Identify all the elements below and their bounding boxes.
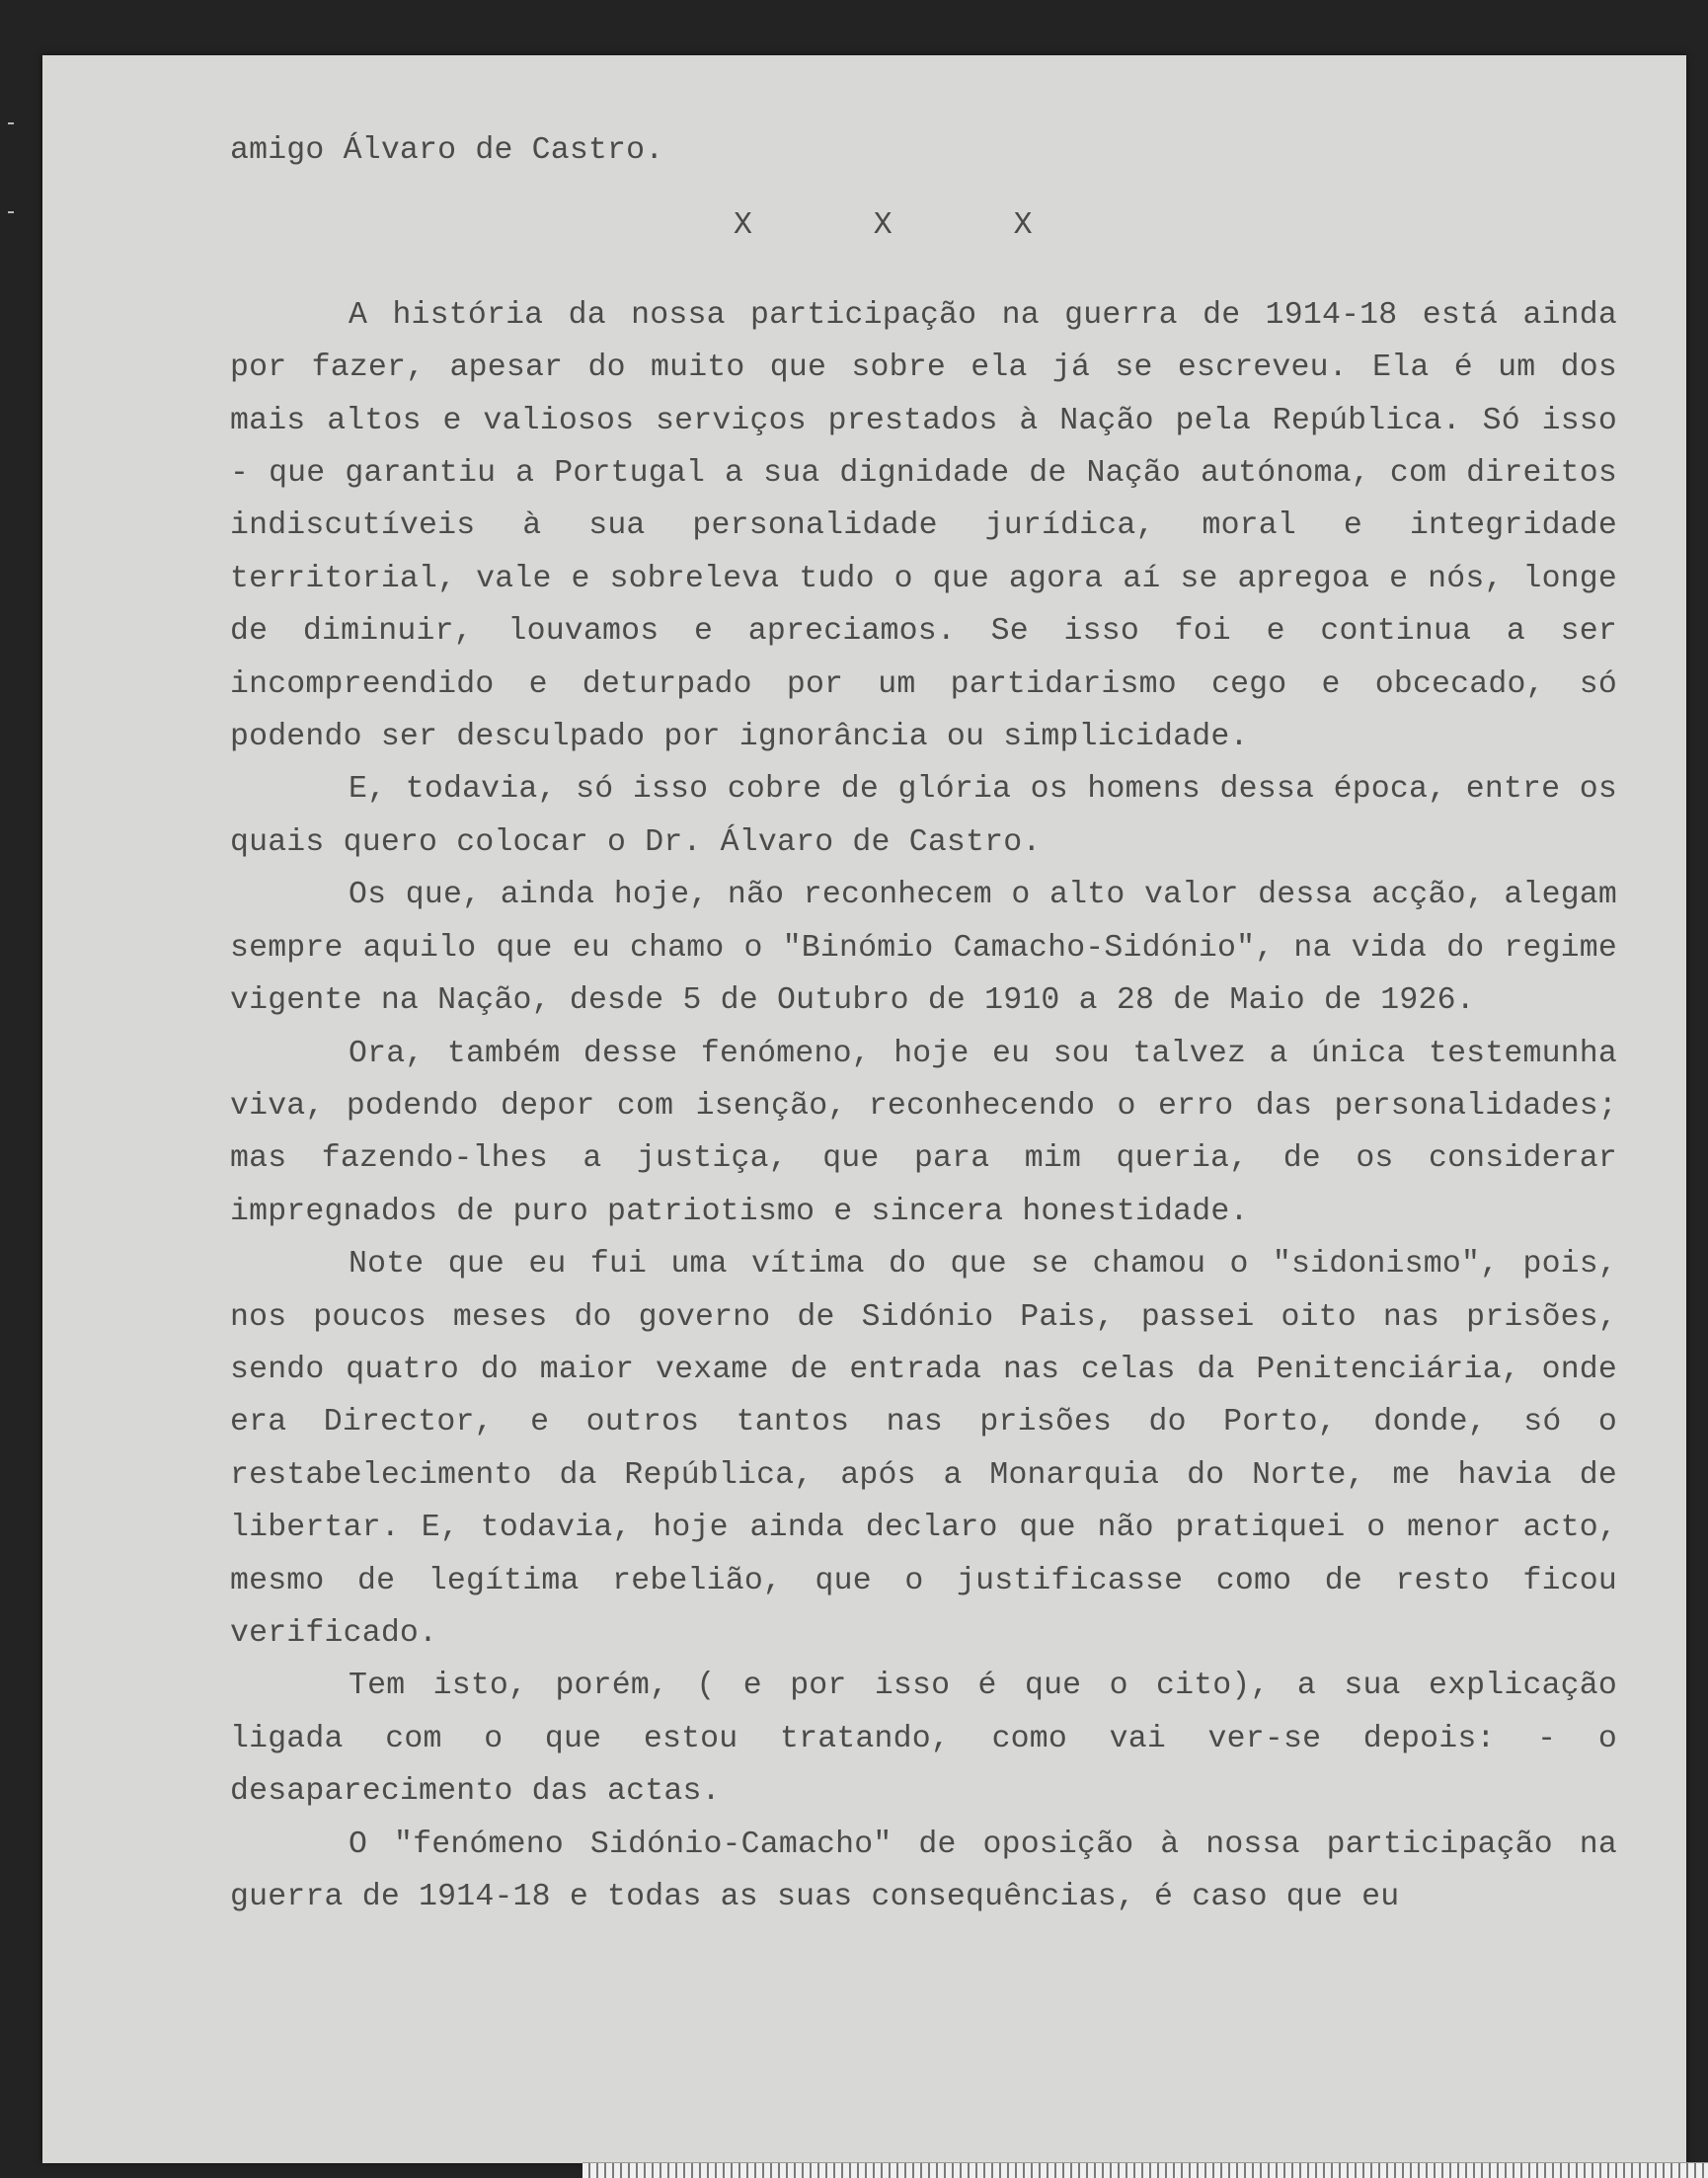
margin-mark bbox=[8, 122, 14, 124]
paragraph: E, todavia, só isso cobre de glória os homens dessa época, entre os quais quero colocar o Dr. Álvaro de Castro. bbox=[230, 772, 1617, 860]
paragraph: A história da nossa participação na guerra de 1914-18 está ainda por fazer, apesar do muito que sobre ela já se escreveu. Ela é um dos mais altos e valiosos serviços prestados à Nação pela República. Só isso - que garantiu a Portugal a sua dignidade de Nação autónoma, com direitos indiscutíveis à sua personalidade jurídica, moral e integridade territorial, vale e sobreleva tudo o que agora aí se apregoa e nós, longe de diminuir, louvamos e apreciamos. Se isso foi e continua a ser incompreendido e deturpado por um partidarismo cego e obcecado, só podendo ser desculpado por ignorância ou simplicidade. bbox=[230, 297, 1617, 755]
paragraph: Os que, ainda hoje, não reconhecem o alto valor dessa acção, alegam sempre aquilo que eu chamo o "Binómio Camacho-Sidónio", na vida do regime vigente na Nação, desde 5 de Outubro de 1910 a 28 de Maio de 1926. bbox=[230, 878, 1617, 1019]
section-separator: X X X bbox=[734, 208, 1084, 244]
paragraph: O "fenómeno Sidónio-Camacho" de oposição à nossa participação na guerra de 1914-18 e todas as suas consequências, é caso que eu bbox=[230, 1827, 1617, 1914]
paragraph: Tem isto, porém, ( e por isso é que o cito), a sua explicação ligada com o que estou tratando, como vai ver-se depois: - o desaparecimento das actas. bbox=[230, 1669, 1617, 1810]
ruler-strip bbox=[582, 2162, 1708, 2178]
opening-line: amigo Álvaro de Castro. bbox=[230, 133, 664, 168]
document-text bbox=[230, 124, 1617, 1923]
margin-mark bbox=[8, 211, 14, 213]
paragraph: Note que eu fui uma vítima do que se chamou o "sidonismo", pois, nos poucos meses do governo de Sidónio Pais, passei oito nas prisões, sendo quatro do maior vexame de entrada nas celas da Penitenciária, onde era Director, e outros tantos nas prisões do Porto, donde, só o restabelecimento da República, após a Monarquia do Norte, me havia de libertar. E, todavia, hoje ainda declaro que não pratiquei o menor acto, mesmo de legítima rebelião, que o justificasse como de resto ficou verificado. bbox=[230, 1247, 1617, 1651]
paragraph: Ora, também desse fenómeno, hoje eu sou talvez a única testemunha viva, podendo depor com isenção, reconhecendo o erro das personalidades; mas fazendo-lhes a justiça, que para mim queria, de os considerar impregnados de puro patriotismo e sincera honestidade. bbox=[230, 1036, 1617, 1229]
